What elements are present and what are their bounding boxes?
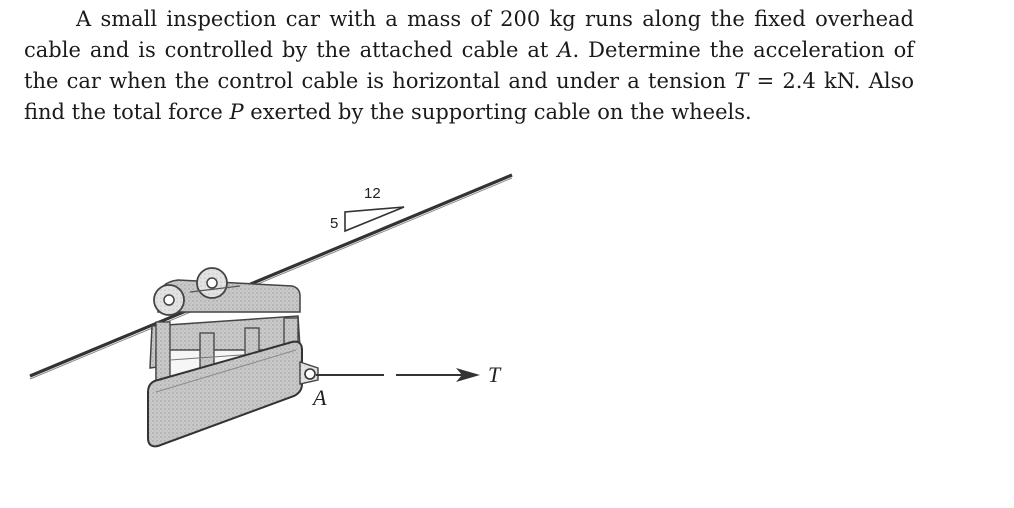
problem-text-3: = 2.4 kN. Also find the total force [24,69,914,124]
problem-text-1: A small inspection car with a mass of 200 kg runs along the fixed overhead cable and is controlled by the attached cable at [24,7,914,62]
force-p-symbol: P [229,100,244,124]
slope-run-label: 12 [364,185,381,202]
problem-text-2: . Determine the acceleration of the car when the control cable is horizontal and under a tension [24,38,914,93]
tension-symbol: T [734,69,749,93]
problem-statement [24,4,914,128]
attachment-point-a [300,362,318,384]
problem-text-4: exerted by the supporting cable on the wheels. [243,100,752,124]
slope-triangle [345,207,404,231]
slope-rise-label: 5 [330,215,339,232]
point-a-label: A [313,385,327,410]
tension-label: T [488,362,501,387]
point-a-symbol: A [557,38,573,62]
inspection-car-figure [0,140,1014,508]
